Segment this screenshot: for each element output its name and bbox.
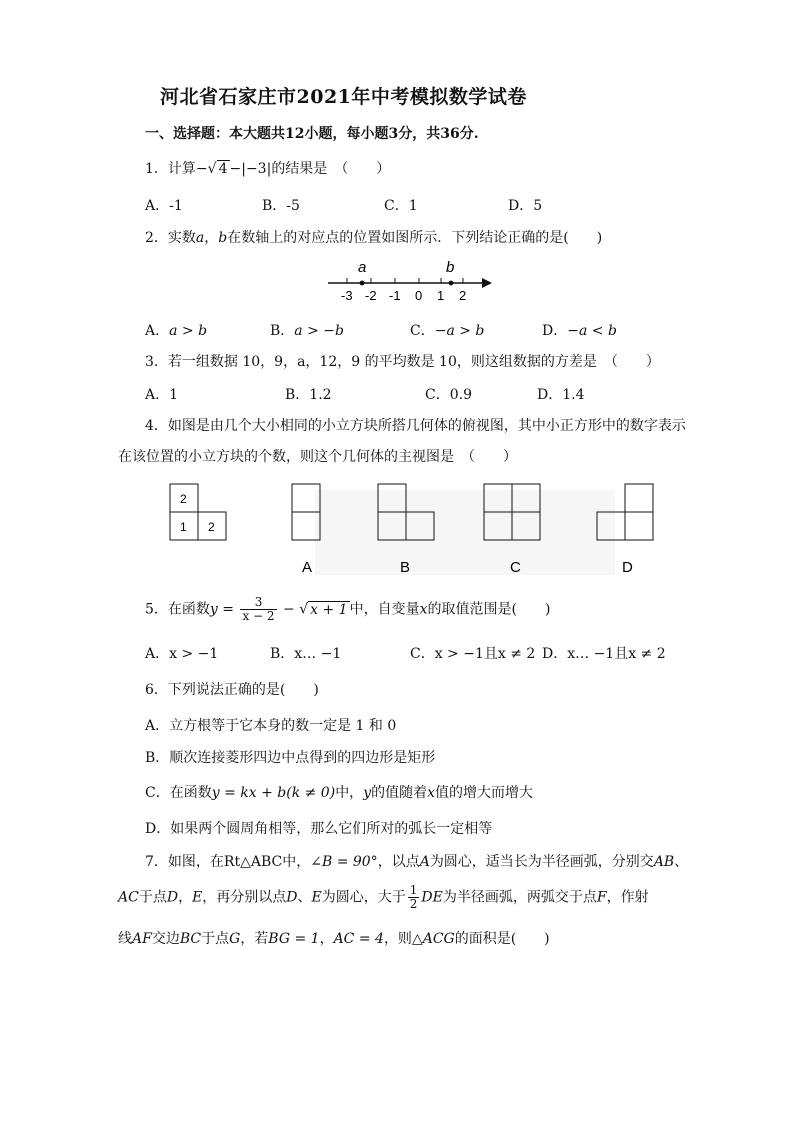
question-text: 、 [297,889,312,906]
numerator: 1 [409,883,418,897]
option-b[interactable]: B．1.2 [285,387,332,403]
variable-b: b [218,230,228,246]
figure-label-a: A [302,559,313,576]
segment-label: AF [132,931,152,947]
option-c[interactable]: C．0.9 [425,387,472,403]
question-text-end: 的取值范围是( ) [427,601,551,618]
expression-abs: −|−3| [229,161,272,177]
question-text: 、 [674,854,689,870]
denominator: 2 [409,897,418,911]
question-6: 6．下列说法正确的是( ) [145,682,319,698]
question-text-end: 的结果是 （ ） [271,161,391,177]
option-text: C．在函数 [145,785,212,801]
option-b[interactable]: B．x… −1 [270,646,342,662]
question-7-line-1 [145,851,688,871]
question-2 [145,227,602,247]
denominator: x − 2 [242,609,275,623]
variable-x: x [427,785,436,801]
numerator: 3 [240,596,276,610]
variable-y: y [363,785,372,801]
question-text: ， [178,889,193,906]
equals: = [217,601,239,618]
variable-a: a [195,230,205,246]
question-text: ，作射 [606,889,649,906]
variable-x: x [419,601,428,618]
option-d[interactable]: D．如果两个圆周角相等，那么它们所对的弧长一定相等 [145,821,493,837]
option-letter: C． [410,323,435,339]
question-text: ，则 [383,931,412,947]
question-text: 2．实数 [145,230,196,246]
sqrt-radicand: x + 1 [310,601,348,618]
question-text-mid: 中，自变量 [349,601,420,618]
question-text: 于点 [138,889,167,906]
sqrt-radicand: 4 [218,161,228,177]
question-text: 为圆心，适当长为半径画弧，分别交 [429,854,654,870]
figure-label-d: D [622,559,633,576]
grid-number: 2 [180,492,187,506]
option-c[interactable]: C．1 [384,198,418,214]
tick-label: -1 [389,288,401,303]
segment-label: AB [653,854,675,870]
option-expression: a > b [169,323,208,339]
point-label: D [286,889,298,906]
function-expression: y = kx + b(k ≠ 0) [211,785,336,801]
sqrt-symbol: √ [207,161,217,177]
segment-label: DE [421,889,443,906]
fraction [240,596,276,623]
section-heading: 一、选择题：本大题共12小题，每小题3分，共36分. [145,126,479,142]
option-d[interactable]: D．x… −1且x ≠ 2 [542,646,666,662]
given-expression: BG = 1 [268,931,320,947]
tick-label: 1 [437,288,445,303]
question-4-line-1: 4．如图是由几个大小相同的小立方块所搭几何体的俯视图，其中小正方形中的数字表示 [145,418,686,434]
option-d[interactable] [542,320,617,340]
option-b[interactable] [270,320,344,340]
number-line-figure [320,258,500,306]
figure-label-c: C [510,559,521,576]
expression-minus: − [195,161,208,177]
option-a[interactable]: A．-1 [145,198,183,214]
option-letter: D． [542,323,568,339]
question-text: 于点 [201,931,230,947]
tick-label: 2 [459,288,467,303]
question-7-line-2 [118,884,649,911]
question-text: 计算 [167,161,196,177]
point-a [360,281,365,286]
sqrt-symbol: √ [299,601,309,618]
page-title: 河北省石家庄市2021年中考模拟数学试卷 [160,86,527,108]
figure-label-b: B [400,559,411,576]
point-label: G [229,931,241,947]
grid-number: 2 [208,520,215,534]
given-expression: AC = 4 [333,931,384,947]
top-view-grid [170,484,226,540]
question-text: 为半径画弧，两弧交于点 [442,889,597,906]
question-text: 交边 [151,931,180,947]
option-c[interactable] [145,782,533,802]
segment-label: BC [179,931,202,947]
option-expression: −a > b [434,323,485,339]
option-letter: A． [145,323,170,339]
question-text: ， [319,931,334,947]
point-b [449,281,454,286]
option-a[interactable] [145,320,207,340]
question-text-end: 在数轴上的对应点的位置如图所示．下列结论正确的是( ) [227,230,603,246]
option-d[interactable]: D．5 [508,198,543,214]
tick-label: -3 [341,288,353,303]
label-a: a [358,259,367,276]
question-text: ，再分别以点 [202,889,287,906]
option-a[interactable]: A．立方根等于它本身的数一定是 1 和 0 [145,718,397,734]
question-text: 7．如图，在Rt△ABC中， [145,854,311,870]
question-text: 的面积是( ) [454,931,550,947]
option-c[interactable] [410,320,484,340]
question-text: 5．在函数 [145,601,210,618]
question-7-line-3 [118,928,550,948]
point-label: E [311,889,322,906]
variable-y: y [209,601,218,618]
option-letter: B． [270,323,295,339]
option-d[interactable]: D．1.4 [537,387,585,403]
question-3: 3．若一组数据 10，9，a，12，9 的平均数是 10，则这组数据的方差是 （ ） [145,354,660,370]
point-label: D [166,889,179,906]
label-b: b [446,259,455,276]
grid-number: 1 [180,520,187,534]
option-text: 中， [335,785,364,801]
separator: ， [204,230,219,246]
option-a[interactable]: A．x > −1 [145,646,219,662]
figure-background [315,490,615,575]
angle-expression: ∠B = 90° [310,854,378,870]
fraction-half [408,884,420,911]
question-1 [145,158,390,178]
option-text: 的值随着 [371,785,428,801]
tick-marks [347,278,463,283]
point-label: A [419,854,430,870]
question-text: ，若 [240,931,269,947]
question-4-line-2: 在该位置的小立方块的个数，则这个几何体的主视图是 （ ） [118,449,517,465]
question-number: 1． [145,161,168,177]
option-expression: a > −b [294,323,344,339]
question-5 [145,596,550,623]
option-c[interactable]: C．x > −1且x ≠ 2 [410,646,536,662]
option-b[interactable]: B．-5 [262,198,300,214]
option-expression: −a < b [567,323,617,339]
question-text: ，以点 [377,854,420,870]
minus: − [278,601,300,618]
tick-label: -2 [365,288,377,303]
q4-figures [160,478,660,583]
triangle-label: △ACG [411,931,455,947]
option-b[interactable]: B．顺次连接菱形四边中点得到的四边形是矩形 [145,750,436,766]
point-label: F [596,889,607,906]
option-text: 值的增大而增大 [435,785,534,801]
option-a[interactable]: A．1 [145,387,179,403]
question-text: 线 [118,931,132,947]
question-text: 为圆心，大于 [321,889,406,906]
arrow-right-icon [482,278,492,288]
point-label: E [192,889,203,906]
segment-label: AC [118,889,139,906]
tick-label: 0 [415,288,423,303]
